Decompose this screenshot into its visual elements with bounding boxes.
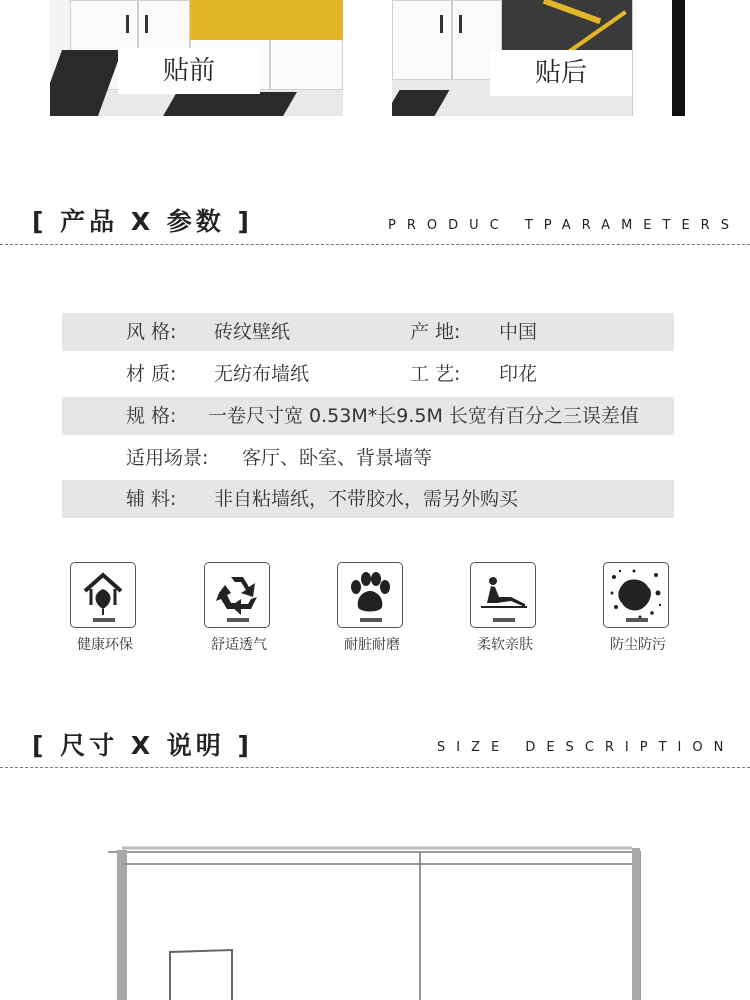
size-section-title: [ 尺寸 X 说明 ] (32, 731, 253, 760)
wall-diagram (100, 840, 660, 1000)
before-photo (50, 0, 343, 116)
feature-icon-frame (337, 562, 403, 628)
feature-label: 耐脏耐磨 (344, 637, 400, 653)
cabinet-door (392, 0, 452, 80)
white-post (632, 0, 673, 116)
after-photo (392, 0, 685, 116)
params-section-title: [ 产品 X 参数 ] (32, 207, 253, 236)
param-row-style-origin (62, 313, 674, 351)
param-label: 产 地: (410, 321, 461, 343)
feature-soft (470, 562, 540, 653)
floor-tile-dark (163, 92, 297, 116)
param-value: 砖纹壁纸 (214, 321, 291, 343)
size-section-subtitle: SIZE DESCRIPTION (437, 740, 735, 755)
param-label: 适用场景: (126, 447, 209, 469)
param-value: 非自粘墙纸，不带胶水，需另外购买 (214, 488, 519, 510)
param-value: 中国 (499, 321, 538, 343)
param-value: 印花 (499, 363, 538, 385)
feature-durable (337, 562, 407, 653)
section-divider (0, 767, 750, 768)
param-label: 材 质: (126, 363, 177, 385)
yellow-countertop (190, 0, 343, 40)
feature-eco (70, 562, 140, 653)
feature-breathable (204, 562, 274, 653)
feature-label: 防尘防污 (610, 637, 666, 653)
param-label: 工 艺: (410, 363, 461, 385)
param-row-aux (62, 480, 674, 518)
floor-tile-dark (392, 90, 450, 116)
feature-label: 柔软亲肤 (477, 637, 533, 653)
feature-label: 健康环保 (77, 637, 133, 653)
feature-dustproof (603, 562, 673, 653)
dark-edge (672, 0, 685, 116)
param-row-scene (62, 439, 674, 477)
param-label: 辅 料: (126, 488, 177, 510)
after-label: 贴后 (490, 50, 632, 96)
param-label: 规 格: (126, 405, 177, 427)
param-label: 风 格: (126, 321, 177, 343)
param-value: 客厅、卧室、背景墙等 (242, 447, 433, 469)
params-section-subtitle: PRODUC TPARAMETERS (388, 218, 740, 233)
section-divider (0, 244, 750, 245)
param-value: 无纺布墙纸 (214, 363, 310, 385)
feature-icon-frame (470, 562, 536, 628)
before-label: 贴前 (118, 48, 260, 94)
param-row-material-craft (62, 355, 674, 393)
param-row-spec (62, 397, 674, 435)
feature-icon-frame (70, 562, 136, 628)
feature-label: 舒适透气 (211, 637, 267, 653)
param-value: 一卷尺寸宽 0.53M*长9.5M 长宽有百分之三误差值 (208, 405, 639, 427)
feature-icon-frame (603, 562, 669, 628)
feature-icon-frame (204, 562, 270, 628)
